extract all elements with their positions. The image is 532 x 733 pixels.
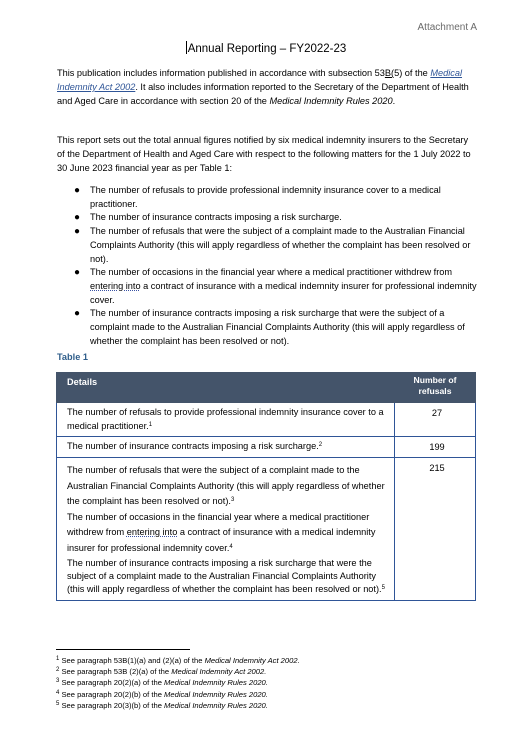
row-details-text: The number of insurance contracts imposing a risk surcharge that were the subject of a complaint made to the Australian Financial Complaints Authority (this will apply regardless of whether the complaint has been resolved or not). [67,557,382,595]
list-item-text-end: a contract of insurance with a medical indemnity insurer for professional indemnity cover. [90,280,477,305]
footnote-italic: Medical Indemnity Act 2002. [171,667,267,677]
table-row [57,437,476,458]
row-details-text: The number of insurance contracts imposing a risk surcharge. [67,441,319,451]
spellcheck-underlined-text: entering into [90,280,141,291]
bullet-icon: ● [74,212,81,224]
table-header-row [57,373,476,403]
footnote-text: See paragraph 53B(1)(a) and (2)(a) of the [59,656,205,665]
footnote-text: See paragraph 20(2)(b) of the [59,689,165,699]
table-row [57,403,476,437]
footnote-italic: Medical Indemnity Rules 2020. [164,689,268,699]
report-paragraph: This report sets out the total annual figures notified by six medical indemnity insurers to the Secretary of the Department of Health and Aged Care with respect to the following matters for the 1 July 2022 to 30 June 2023 financial year as per Table 1: [57,135,471,173]
bullet-icon: ● [74,226,81,238]
row-details-text: The number of refusals that were the subject of a complaint made to the Australian Financial Complaints Authority (this will apply regardless of whether the complaint has been resolved or not). [67,465,385,507]
header-number-of-refusals [395,373,476,403]
row-value: 215 [395,458,476,601]
footnote-ref[interactable]: 3 [230,497,235,504]
footnote-text: See paragraph 53B (2)(a) of the [59,667,172,677]
page-title [0,41,532,55]
list-item-text: The number of refusals that were the subject of a complaint made to the Australian Financial Complaints Authority (this will apply regardless of whether the complaint has been resolved or not). [90,226,471,264]
row-details [57,403,395,437]
list-item-text: The number of insurance contracts imposing a risk surcharge. [90,212,342,223]
row3-para3 [67,557,388,597]
header-number-line1: Number of [413,375,457,385]
row-details [57,458,395,601]
footnote [56,677,486,688]
matters-list [72,184,477,348]
intro-paragraph [57,66,477,108]
row-details-text: The number of refusals to provide professional indemnity insurance cover to a medical practitioner. [67,407,384,431]
footnote-separator [56,649,190,650]
row3-para2 [67,510,388,557]
page-title-text: Annual Reporting – FY2022-23 [187,43,347,55]
footnote-ref[interactable]: 5 [381,585,385,592]
footnote [56,700,486,711]
intro-text-2: 5) of the [394,68,431,78]
footnote-number: 4 [56,689,60,696]
footnote [56,655,486,666]
footnote-italic: Medical Indemnity Rules 2020. [164,678,268,688]
footnote [56,689,486,700]
row-details-text: The number of occasions in the financial year where a medical practitioner withdrew from [67,511,370,538]
row-value: 199 [395,437,476,458]
row-value: 27 [395,403,476,437]
rules-italic: Medical Indemnity Rules 2020 [269,96,393,106]
intro-text-3: . It also includes information reported to the Secretary of the Department of Health and Aged Care in accordance with section 20 of the [57,82,469,106]
refusals-table [56,372,476,601]
table-row [57,458,476,601]
footnote-ref[interactable]: 4 [229,543,233,550]
list-item [72,211,477,225]
list-item [72,184,477,211]
footnote-number: 5 [56,700,60,707]
list-item-text: The number of insurance contracts imposing a risk surcharge that were the subject of a complaint made to the Australian Financial Complaints Authority (this will apply regardless of whether the complaint has been resolved or not). [90,308,465,346]
list-item [72,266,477,307]
intro-subsection-underlined: B( [384,68,395,78]
footnote-italic: Medical Indemnity Act 2002. [204,656,300,665]
footnotes [56,655,486,711]
footnote-italic: Medical Indemnity Rules 2020. [164,700,268,710]
act-link[interactable]: Medical Indemnity Act 2002 [57,68,463,92]
row-details [57,437,395,458]
list-item [72,307,477,348]
list-item-text: The number of occasions in the financial year where a medical practitioner withdrew from [90,267,453,278]
list-item [72,225,477,266]
bullet-icon: ● [74,185,81,196]
row3-para1 [67,463,388,510]
footnote-text: See paragraph 20(2)(a) of the [59,678,165,688]
footnote-number: 2 [56,667,60,674]
header-details: Details [57,373,395,403]
header-number-line2: refusals [418,386,452,396]
row-details-text-end: a contract of insurance with a medical indemnity insurer for professional indemnity cover. [67,527,376,553]
bullet-icon: ● [74,267,81,279]
text-cursor [186,41,187,54]
attachment-label: Attachment A [417,22,477,33]
footnote-text: See paragraph 20(3)(b) of the [59,700,165,710]
list-item-text: The number of refusals to provide professional indemnity insurance cover to a medical practitioner. [90,185,441,209]
footnote-number: 3 [56,678,60,685]
footnote-ref[interactable]: 2 [318,442,323,448]
table-caption: Table 1 [57,352,88,362]
intro-text: This publication includes information published in accordance with subsection 53 [57,68,385,78]
footnote [56,666,486,677]
bullet-icon: ● [74,308,81,320]
footnote-ref[interactable]: 1 [148,422,153,428]
spellcheck-underlined-text: entering into [126,527,178,538]
footnote-number: 1 [56,656,60,662]
intro-end: . [392,96,396,106]
